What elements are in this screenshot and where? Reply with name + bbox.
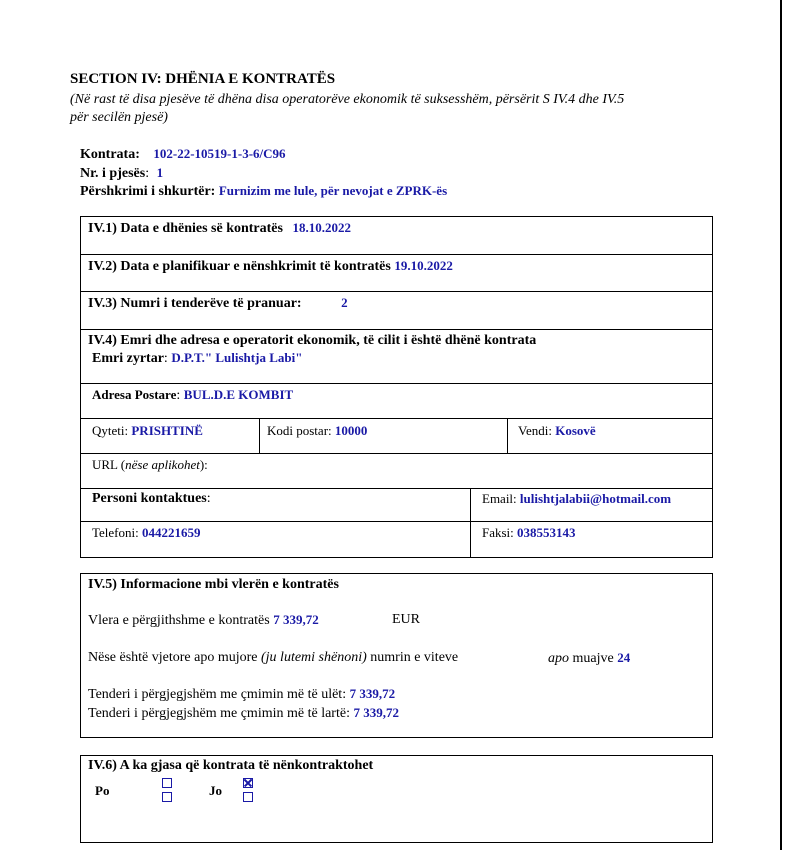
- personi-colon: :: [206, 491, 211, 506]
- iv3-value: 2: [341, 295, 348, 310]
- url-label: URL (: [92, 457, 126, 472]
- qyteti-value: PRISHTINË: [131, 423, 203, 438]
- divider: [80, 521, 713, 522]
- page-edge: [780, 0, 782, 850]
- iv2-value: 19.10.2022: [394, 258, 453, 273]
- kohezgjatja-italic: (ju lutemi shënoni): [261, 650, 367, 665]
- section-note-line2: për secilën pjesë): [70, 110, 168, 125]
- vlera-label: Vlera e përgjithshme e kontratës: [88, 613, 270, 628]
- adresa-row: [92, 387, 293, 404]
- kohezgjatja-text2: numrin e viteve: [370, 650, 459, 665]
- section-note-line1: (Në rast të disa pjesëve të dhëna disa operatorëve ekonomik të suksesshëm, përsërit S IV.4 dhe IV.5: [70, 92, 625, 107]
- larte-value: 7 339,72: [353, 705, 399, 720]
- contract-row: [80, 146, 286, 163]
- kodi-label: Kodi postar:: [267, 423, 332, 438]
- kohezgjatja-row: [88, 650, 458, 666]
- iv4-label: IV.4) Emri dhe adresa e operatorit ekonomik, të cilit i është dhënë kontrata: [88, 333, 537, 348]
- vendi-value: Kosovë: [555, 423, 596, 438]
- url-italic: nëse aplikohet: [125, 457, 200, 472]
- pershkrimi-label: Përshkrimi i shkurtër:: [80, 184, 216, 199]
- adresa-colon: :: [176, 388, 181, 403]
- adresa-value: BUL.D.E KOMBIT: [183, 387, 294, 402]
- muajve-value: 24: [617, 650, 631, 665]
- personi-label: Personi kontaktues: [92, 491, 207, 506]
- emri-row: [92, 350, 302, 367]
- divider: [80, 418, 713, 419]
- url-tail: ):: [199, 457, 208, 472]
- vendi-row: [518, 423, 596, 439]
- qyteti-label: Qyteti:: [92, 423, 129, 438]
- divider: [80, 383, 713, 384]
- emri-value: D.P.T." Lulishtja Labi": [171, 350, 303, 365]
- iv1-value: 18.10.2022: [292, 220, 351, 235]
- pjese-value: 1: [156, 165, 164, 180]
- qyteti-row: [92, 423, 203, 439]
- kodi-row: [267, 423, 367, 439]
- iv3-row: [88, 295, 348, 312]
- pjese-label: Nr. i pjesës: [80, 166, 146, 181]
- email-label: Email:: [482, 491, 517, 506]
- faksi-label: Faksi:: [482, 525, 514, 540]
- jo-label: Jo: [209, 783, 222, 798]
- vendi-label: Vendi:: [518, 423, 552, 438]
- kohezgjatja-text1: Nëse është vjetore apo mujore: [88, 650, 258, 665]
- emri-label: Emri zyrtar: [92, 351, 164, 366]
- jo-checkbox-checked[interactable]: [243, 778, 253, 788]
- vlera-value: 7 339,72: [273, 612, 319, 627]
- iv1-label: IV.1) Data e dhënies së kontratës: [88, 221, 283, 236]
- divider: [259, 418, 260, 453]
- section-title: SECTION IV: DHËNIA E KONTRATËS: [70, 71, 336, 87]
- iv2-label: IV.2) Data e planifikuar e nënshkrimit të kontratës: [88, 259, 391, 274]
- telefoni-label: Telefoni:: [92, 525, 139, 540]
- emri-colon: :: [163, 351, 168, 366]
- divider: [80, 329, 713, 330]
- pershkrimi-value: Furnizim me lule, për nevojat e ZPRK-ës: [218, 183, 448, 198]
- ulet-row: [88, 686, 395, 703]
- ulet-label: Tenderi i përgjegjshëm me çmimin më të ulët:: [88, 687, 347, 702]
- ulet-value: 7 339,72: [349, 686, 396, 701]
- divider: [80, 291, 713, 292]
- iv1-row: [88, 220, 351, 237]
- iv5-label: IV.5) Informacione mbi vlerën e kontratës: [88, 577, 339, 592]
- jo-checkbox[interactable]: [243, 792, 253, 802]
- po-label: Po: [95, 783, 110, 798]
- adresa-label: Adresa Postare: [92, 387, 177, 402]
- personi-row: [92, 491, 211, 507]
- divider: [80, 453, 713, 454]
- apo-text: apo: [548, 651, 569, 666]
- telefoni-row: [92, 525, 201, 541]
- iv2-row: [88, 258, 453, 275]
- faksi-value: 038553143: [517, 525, 576, 540]
- kodi-value: 10000: [334, 423, 368, 438]
- iv3-label: IV.3) Numri i tenderëve të pranuar:: [88, 296, 302, 311]
- pjese-row: [80, 165, 163, 182]
- kontrata-value: 102-22-10519-1-3-6/C96: [153, 146, 286, 161]
- divider: [470, 488, 471, 558]
- divider: [507, 418, 508, 453]
- currency: EUR: [392, 612, 420, 627]
- telefoni-value: 044221659: [142, 525, 201, 540]
- po-checkbox[interactable]: [162, 792, 172, 802]
- kontrata-label: Kontrata:: [80, 147, 140, 162]
- pjese-colon: :: [145, 166, 150, 181]
- po-checkbox-top[interactable]: [162, 778, 172, 788]
- iv6-label: IV.6) A ka gjasa që kontrata të nënkontraktohet: [88, 758, 374, 773]
- divider: [80, 254, 713, 255]
- muajve-label: muajve: [572, 651, 614, 666]
- muajve-row: [548, 650, 630, 667]
- divider: [80, 488, 713, 489]
- email-row: [482, 491, 671, 507]
- faksi-row: [482, 525, 576, 541]
- url-row: [92, 457, 208, 473]
- larte-row: [88, 705, 399, 722]
- pershkrimi-row: [80, 183, 447, 200]
- larte-label: Tenderi i përgjegjshëm me çmimin më të lartë:: [88, 706, 350, 721]
- vlera-row: [88, 612, 319, 629]
- email-value: lulishtjalabii@hotmail.com: [519, 491, 672, 506]
